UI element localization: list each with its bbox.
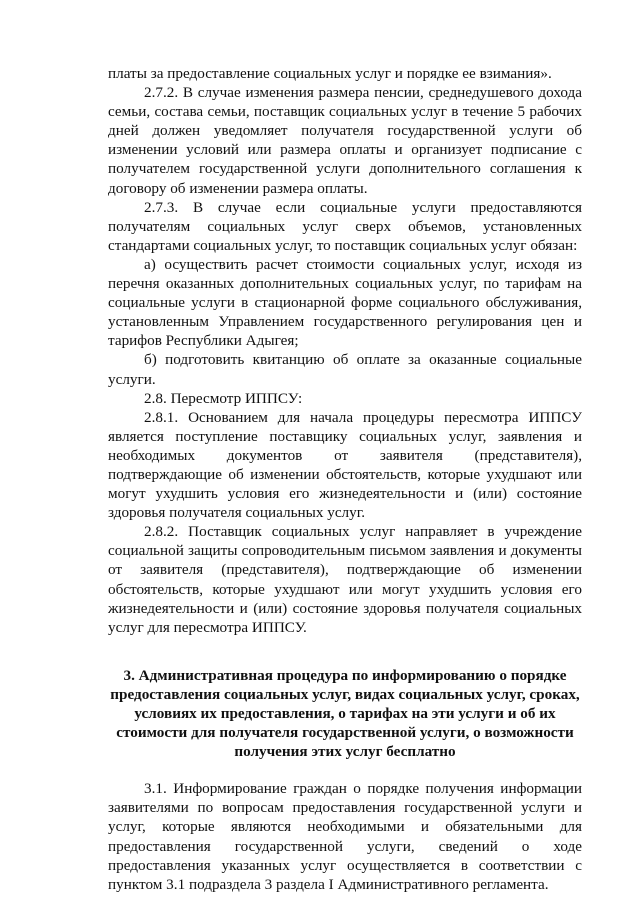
paragraph-3-1: 3.1. Информирование граждан о порядке получения информации заявителями по вопросам предоставления государственной услуги и услуг, которые являются необходимыми и обязательными для предоставления государственной услуги, сведений о ходе предоставления указанных услуг осуществляется в соответствии с пунктом 3.1 подраздела 3 раздела I Административного регламента. (108, 780, 582, 893)
paragraph-2-8: 2.8. Пересмотр ИППСУ: (144, 389, 303, 407)
section-heading: 3. Административная процедура по информированию о порядке предоставления социальных услуг, видах социальных услуг, сроках, условиях их предоставления, о тарифах на эти услуги и об их стоимости для получателя государственной услуги, о возможности получения этих услуг бесплатно (110, 666, 580, 761)
paragraph-2-7-2: 2.7.2. В случае изменения размера пенсии, среднедушевого дохода семьи, состава семьи, поставщик социальных услуг в течение 5 рабочих дней должен уведомляет получателя государственной услуги об изменении условий или размера оплаты и организует подписание с получателем государственной услуги дополнительного соглашения к договору об изменении размера оплаты. (108, 84, 582, 197)
paragraph-2-8-2: 2.8.2. Поставщик социальных услуг направляет в учреждение социальной защиты сопроводительным письмом заявления и документы от заявителя (представителя), подтверждающие об изменении обстоятельств, которые ухудшают или могут ухудшить условия его жизнедеятельности и (или) состояние здоровья получателя социальных услуг для пересмотра ИППСУ. (108, 523, 582, 636)
paragraph-2-7-3: 2.7.3. В случае если социальные услуги предоставляются получателям социальных услуг сверх объемов, установленных стандартами социальных услуг, то поставщик социальных услуг обязан: (108, 198, 582, 254)
paragraph-continuation: платы за предоставление социальных услуг и порядке ее взимания». (108, 65, 552, 82)
paragraph-item-a: а) осуществить расчет стоимости социальных услуг, исходя из перечня оказанных дополнительных социальных услуг, по тарифам на социальные услуги в стационарной форме социального обслуживания, установленным Управлением государственного регулирования цен и тарифов Республики Адыгея; (108, 255, 582, 350)
paragraph-2-8-1: 2.8.1. Основанием для начала процедуры пересмотра ИППСУ является поступление поставщику социальных услуг, заявления и необходимых документов от заявителя (представителя), подтверждающие об изменении обстоятельств, которые ухудшают или могут ухудшить условия его жизнедеятельности и (или) состояние здоровья получателя социальных услуг. (108, 408, 582, 522)
document-page (108, 64, 582, 894)
paragraph-item-b: б) подготовить квитанцию об оплате за оказанные социальные услуги. (108, 351, 582, 388)
